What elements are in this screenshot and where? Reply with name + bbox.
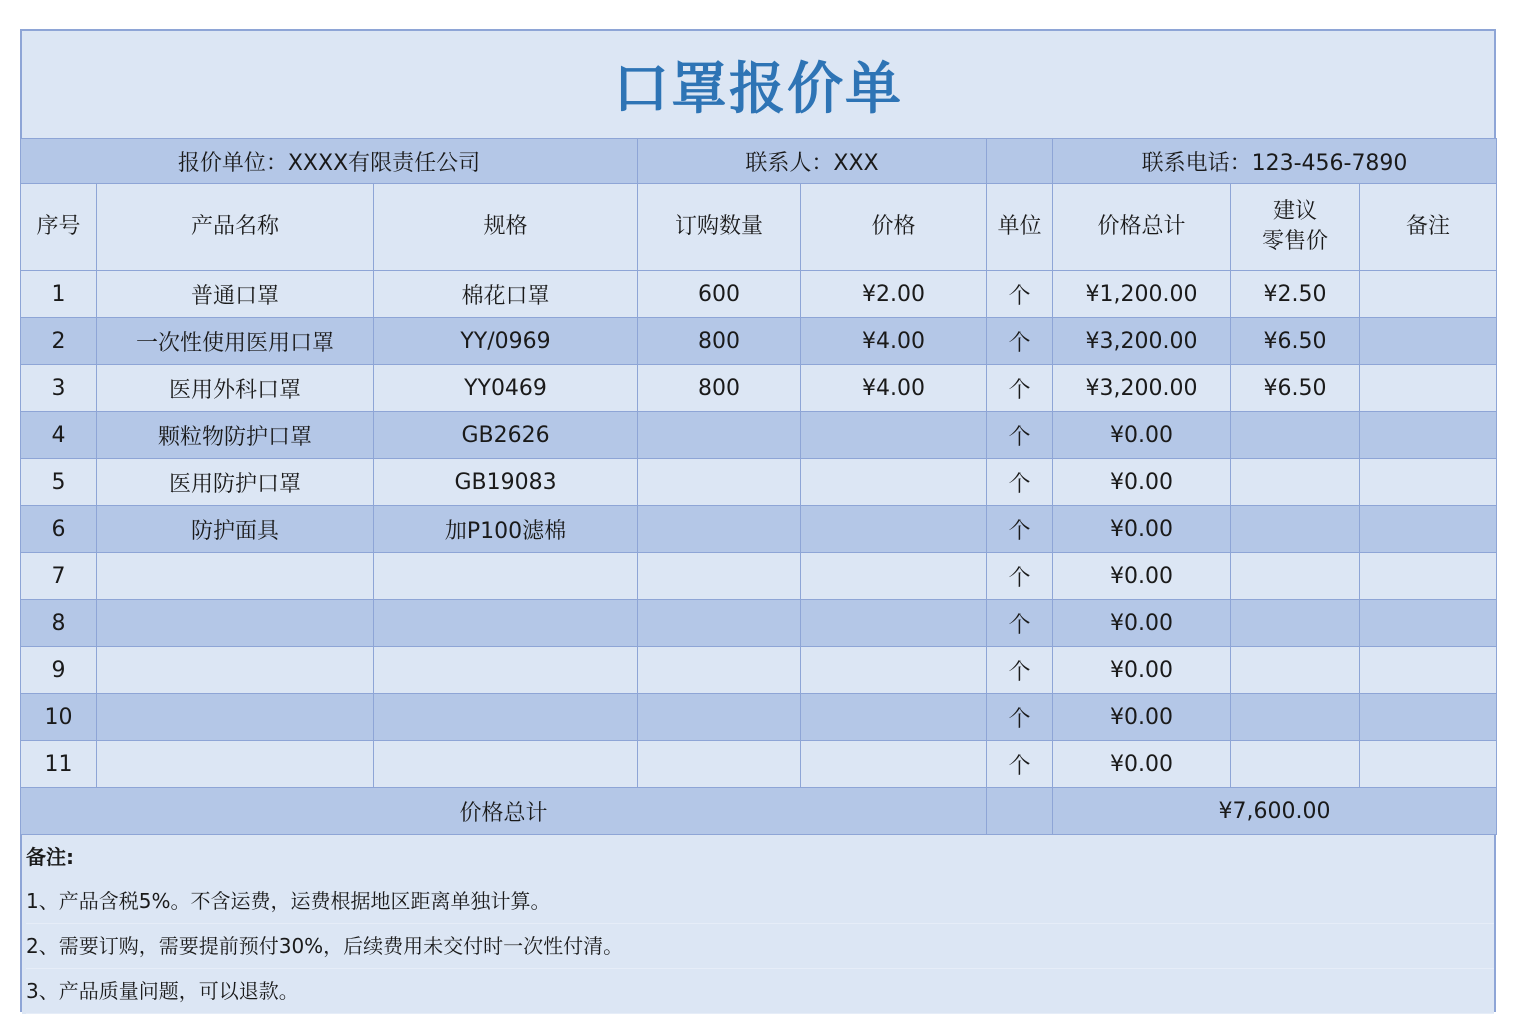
cell-retail[interactable] <box>1231 459 1360 506</box>
cell-remark[interactable] <box>1360 318 1497 365</box>
cell-spec[interactable]: 棉花口罩 <box>374 271 638 318</box>
cell-name[interactable] <box>97 647 374 694</box>
cell-remark[interactable] <box>1360 553 1497 600</box>
table-row <box>21 459 1497 506</box>
cell-no[interactable]: 8 <box>21 600 97 647</box>
cell-remark[interactable] <box>1360 459 1497 506</box>
grand-total-row <box>21 788 1497 835</box>
grand-total-label[interactable]: 价格总计 <box>21 788 987 835</box>
cell-no[interactable]: 6 <box>21 506 97 553</box>
cell-total[interactable]: ¥0.00 <box>1053 600 1231 647</box>
cell-spec[interactable] <box>374 741 638 788</box>
cell-price[interactable] <box>801 412 987 459</box>
cell-spec[interactable]: GB19083 <box>374 459 638 506</box>
cell-retail[interactable] <box>1231 694 1360 741</box>
cell-qty[interactable] <box>638 553 801 600</box>
cell-price[interactable] <box>801 553 987 600</box>
table-body <box>21 271 1497 788</box>
header-total[interactable]: 价格总计 <box>1053 184 1231 271</box>
cell-no[interactable]: 3 <box>21 365 97 412</box>
cell-remark[interactable] <box>1360 647 1497 694</box>
cell-name[interactable]: 医用外科口罩 <box>97 365 374 412</box>
cell-retail[interactable] <box>1231 600 1360 647</box>
header-retail-line1: 建议 <box>1273 199 1318 224</box>
info-row <box>21 139 1497 184</box>
cell-qty[interactable] <box>638 459 801 506</box>
cell-name[interactable] <box>97 553 374 600</box>
cell-unit[interactable]: 个 <box>987 459 1053 506</box>
header-row <box>21 184 1497 271</box>
cell-retail[interactable] <box>1231 741 1360 788</box>
cell-price[interactable] <box>801 741 987 788</box>
cell-total[interactable]: ¥0.00 <box>1053 553 1231 600</box>
cell-qty[interactable]: 600 <box>638 271 801 318</box>
info-empty-cell[interactable] <box>987 139 1053 184</box>
table-row <box>21 741 1497 788</box>
table-row <box>21 694 1497 741</box>
quotation-sheet <box>20 29 1496 1012</box>
cell-remark[interactable] <box>1360 271 1497 318</box>
header-spec[interactable]: 规格 <box>374 184 638 271</box>
cell-unit[interactable]: 个 <box>987 365 1053 412</box>
cell-unit[interactable]: 个 <box>987 318 1053 365</box>
cell-name[interactable] <box>97 600 374 647</box>
header-no[interactable]: 序号 <box>21 184 97 271</box>
cell-no[interactable]: 11 <box>21 741 97 788</box>
cell-total[interactable]: ¥0.00 <box>1053 741 1231 788</box>
table-row <box>21 647 1497 694</box>
cell-spec[interactable]: 加P100滤棉 <box>374 506 638 553</box>
cell-spec[interactable]: GB2626 <box>374 412 638 459</box>
header-retail[interactable] <box>1231 184 1360 271</box>
cell-qty[interactable] <box>638 741 801 788</box>
cell-unit[interactable]: 个 <box>987 506 1053 553</box>
sheet-title: 口罩报价单 <box>613 56 903 122</box>
table-row <box>21 271 1497 318</box>
cell-total[interactable]: ¥3,200.00 <box>1053 365 1231 412</box>
header-retail-line2: 零售价 <box>1262 229 1329 254</box>
company-cell[interactable]: 报价单位：XXXX有限责任公司 <box>21 139 638 184</box>
cell-price[interactable]: ¥2.00 <box>801 271 987 318</box>
cell-qty[interactable] <box>638 506 801 553</box>
cell-price[interactable]: ¥4.00 <box>801 318 987 365</box>
cell-retail[interactable] <box>1231 412 1360 459</box>
phone-cell[interactable]: 联系电话：123-456-7890 <box>1053 139 1497 184</box>
cell-unit[interactable]: 个 <box>987 647 1053 694</box>
cell-qty[interactable]: 800 <box>638 365 801 412</box>
table-row <box>21 600 1497 647</box>
cell-name[interactable]: 医用防护口罩 <box>97 459 374 506</box>
note-item-3: 3、产品质量问题，可以退款。 <box>26 969 1494 1014</box>
cell-total[interactable]: ¥0.00 <box>1053 459 1231 506</box>
cell-no[interactable]: 7 <box>21 553 97 600</box>
table-row <box>21 553 1497 600</box>
cell-price[interactable]: ¥4.00 <box>801 365 987 412</box>
cell-total[interactable]: ¥0.00 <box>1053 506 1231 553</box>
cell-spec[interactable] <box>374 600 638 647</box>
cell-no[interactable]: 4 <box>21 412 97 459</box>
grand-total-empty[interactable] <box>987 788 1053 835</box>
cell-remark[interactable] <box>1360 600 1497 647</box>
notes-title: 备注: <box>26 845 74 869</box>
header-unit[interactable]: 单位 <box>987 184 1053 271</box>
table-row <box>21 412 1497 459</box>
cell-retail[interactable] <box>1231 647 1360 694</box>
cell-name[interactable]: 普通口罩 <box>97 271 374 318</box>
table-row <box>21 318 1497 365</box>
header-price[interactable]: 价格 <box>801 184 987 271</box>
cell-total[interactable]: ¥0.00 <box>1053 412 1231 459</box>
cell-unit[interactable]: 个 <box>987 553 1053 600</box>
cell-qty[interactable] <box>638 412 801 459</box>
cell-unit[interactable]: 个 <box>987 694 1053 741</box>
header-qty[interactable]: 订购数量 <box>638 184 801 271</box>
cell-no[interactable]: 9 <box>21 647 97 694</box>
cell-spec[interactable] <box>374 694 638 741</box>
cell-name[interactable]: 颗粒物防护口罩 <box>97 412 374 459</box>
cell-remark[interactable] <box>1360 741 1497 788</box>
header-name[interactable]: 产品名称 <box>97 184 374 271</box>
table-row <box>21 365 1497 412</box>
notes-section <box>22 835 1494 1014</box>
cell-unit[interactable]: 个 <box>987 271 1053 318</box>
cell-remark[interactable] <box>1360 365 1497 412</box>
cell-remark[interactable] <box>1360 694 1497 741</box>
cell-price[interactable] <box>801 694 987 741</box>
cell-name[interactable]: 防护面具 <box>97 506 374 553</box>
cell-no[interactable]: 1 <box>21 271 97 318</box>
note-item-2: 2、需要订购，需要提前预付30%，后续费用未交付时一次性付清。 <box>26 924 1494 969</box>
cell-spec[interactable] <box>374 647 638 694</box>
cell-qty[interactable] <box>638 600 801 647</box>
cell-qty[interactable]: 800 <box>638 318 801 365</box>
cell-no[interactable]: 2 <box>21 318 97 365</box>
cell-name[interactable] <box>97 694 374 741</box>
table-row <box>21 506 1497 553</box>
cell-retail[interactable] <box>1231 506 1360 553</box>
cell-price[interactable] <box>801 459 987 506</box>
cell-price[interactable] <box>801 600 987 647</box>
quotation-table <box>20 138 1497 835</box>
cell-price[interactable] <box>801 506 987 553</box>
cell-spec[interactable]: YY0469 <box>374 365 638 412</box>
cell-qty[interactable] <box>638 647 801 694</box>
cell-name[interactable]: 一次性使用医用口罩 <box>97 318 374 365</box>
cell-retail[interactable]: ¥6.50 <box>1231 318 1360 365</box>
cell-retail[interactable] <box>1231 553 1360 600</box>
cell-unit[interactable]: 个 <box>987 600 1053 647</box>
cell-spec[interactable] <box>374 553 638 600</box>
cell-total[interactable]: ¥3,200.00 <box>1053 318 1231 365</box>
cell-total[interactable]: ¥1,200.00 <box>1053 271 1231 318</box>
contact-cell[interactable]: 联系人：XXX <box>638 139 987 184</box>
cell-no[interactable]: 5 <box>21 459 97 506</box>
note-item-1: 1、产品含税5%。不含运费，运费根据地区距离单独计算。 <box>26 879 1494 924</box>
cell-price[interactable] <box>801 647 987 694</box>
cell-retail[interactable]: ¥6.50 <box>1231 365 1360 412</box>
cell-spec[interactable]: YY/0969 <box>374 318 638 365</box>
cell-total[interactable]: ¥0.00 <box>1053 647 1231 694</box>
cell-qty[interactable] <box>638 694 801 741</box>
cell-unit[interactable]: 个 <box>987 741 1053 788</box>
cell-remark[interactable] <box>1360 506 1497 553</box>
cell-remark[interactable] <box>1360 412 1497 459</box>
header-remark[interactable]: 备注 <box>1360 184 1497 271</box>
cell-total[interactable]: ¥0.00 <box>1053 694 1231 741</box>
cell-no[interactable]: 10 <box>21 694 97 741</box>
grand-total-value[interactable]: ¥7,600.00 <box>1053 788 1497 835</box>
cell-name[interactable] <box>97 741 374 788</box>
cell-unit[interactable]: 个 <box>987 412 1053 459</box>
cell-retail[interactable]: ¥2.50 <box>1231 271 1360 318</box>
